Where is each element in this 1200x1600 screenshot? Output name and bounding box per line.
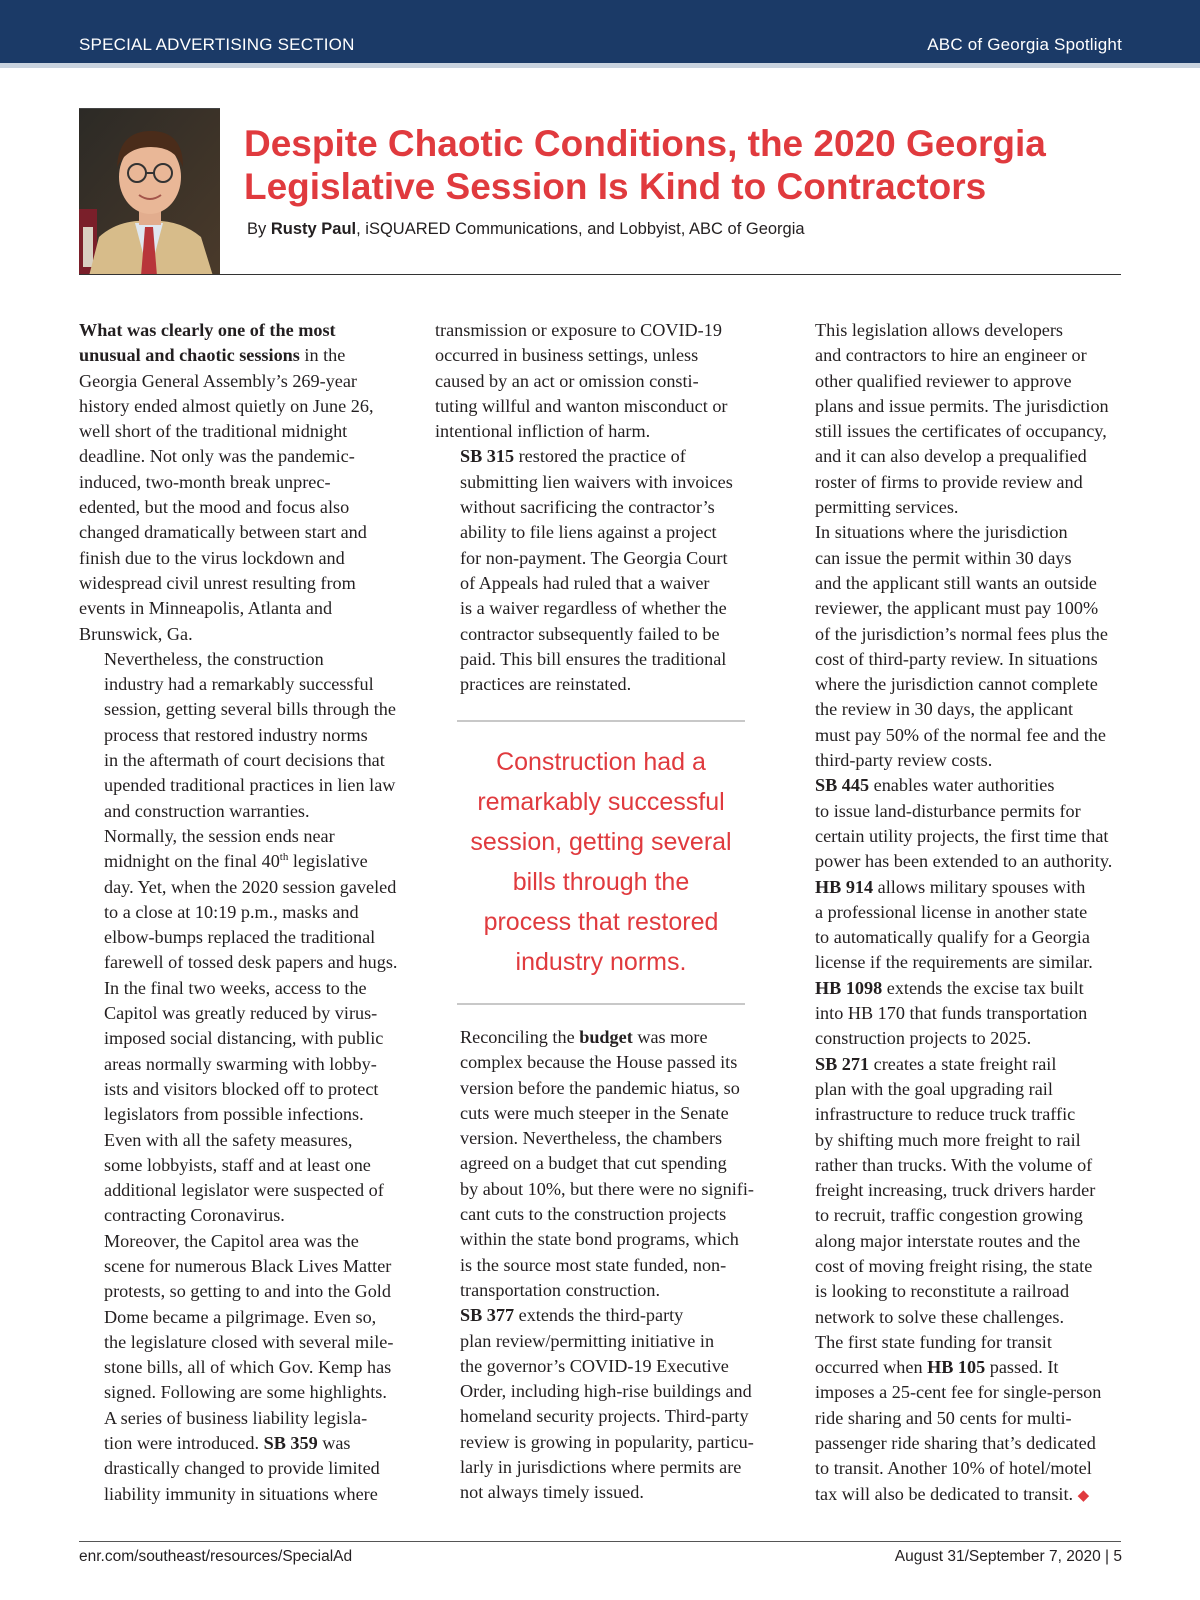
bill-number: HB 105 (927, 1357, 986, 1378)
text-line: and it can also develop a prequalified (815, 446, 1087, 467)
body-column-1 (79, 318, 409, 1507)
text-line: other qualified reviewer to approve (815, 370, 1072, 391)
text-run: was (317, 1433, 351, 1454)
text-line (79, 343, 409, 368)
pullquote-line: industry norms. (515, 948, 687, 976)
paragraph (79, 1406, 409, 1507)
text-line: a professional license in another state (815, 901, 1088, 922)
paragraph (435, 1303, 765, 1505)
text-line (435, 1303, 765, 1328)
ordinal-suffix: th (279, 851, 289, 864)
text-line: into HB 170 that funds transportation (815, 1003, 1088, 1024)
bill-number: SB 271 (815, 1053, 870, 1074)
bill-number: HB 914 (815, 876, 874, 897)
text-run: midnight on the final 40 (104, 851, 280, 872)
header-underline (0, 63, 1200, 68)
text-line: of the jurisdiction’s normal fees plus the (815, 623, 1108, 644)
pullquote-line: remarkably successful (477, 788, 725, 816)
bold-term: budget (579, 1027, 633, 1047)
paragraph (79, 976, 409, 1229)
text-line: In the final two weeks, access to the (104, 977, 367, 998)
text-line: submitting lien waivers with invoices (460, 471, 733, 492)
text-line: complex because the House passed its (460, 1052, 738, 1073)
text-line: The first state funding for transit (815, 1331, 1052, 1352)
lead-in-bold: What was clearly one of the most (79, 320, 336, 340)
text-line: plan with the goal upgrading rail (815, 1078, 1053, 1099)
text-line: without sacrificing the contractor’s (460, 497, 715, 518)
paragraph (435, 444, 765, 697)
text-line: protests, so getting to and into the Gold (104, 1281, 391, 1302)
text-line: changed dramatically between start and (79, 522, 367, 543)
text-run: extends the excise tax built (882, 977, 1084, 998)
text-line: passenger ride sharing that’s dedicated (815, 1433, 1096, 1454)
text-line: network to solve these challenges. (815, 1306, 1064, 1327)
text-line: power has been extended to an authority. (815, 851, 1113, 872)
text-line: additional legislator were suspected of (104, 1180, 384, 1201)
text-line: imposes a 25-cent fee for single-person (815, 1382, 1102, 1403)
text-line: widespread civil unrest resulting from (79, 572, 356, 593)
paragraph (79, 647, 409, 824)
body-column-3 (790, 318, 1120, 1509)
text-line: industry had a remarkably successful (104, 674, 374, 695)
pullquote-line: session, getting several (470, 828, 732, 856)
text-line: Moreover, the Capitol area was the (104, 1230, 359, 1251)
text-line: version before the pandemic hiatus, so (460, 1077, 740, 1098)
text-line: finish due to the virus lockdown and (79, 547, 345, 568)
spotlight-label: ABC of Georgia Spotlight (927, 35, 1122, 54)
text-line: Order, including high-rise buildings and (460, 1381, 752, 1402)
byline (247, 220, 805, 239)
text-line: contractor subsequently failed to be (460, 623, 720, 644)
text-line: A series of business liability legisla- (104, 1407, 368, 1428)
text-line: still issues the certificates of occupancy, (815, 421, 1107, 442)
author-name: Rusty Paul (270, 220, 357, 238)
text-line: This legislation allows developers (815, 320, 1064, 340)
text-line (79, 1431, 409, 1456)
body-column-2 (435, 318, 765, 697)
text-line: of Appeals had ruled that a waiver (460, 572, 710, 593)
text-line: cant cuts to the construction projects (460, 1204, 727, 1225)
text-line (790, 773, 1120, 798)
text-line: cost of moving freight rising, the state (815, 1255, 1093, 1276)
paragraph (435, 318, 765, 444)
text-line: by about 10%, but there were no signifi- (460, 1178, 754, 1199)
paragraph (790, 773, 1120, 874)
text-line: review is growing in popularity, particu- (460, 1431, 754, 1452)
text-line: Normally, the session ends near (104, 825, 335, 846)
text-line: freight increasing, truck drivers harder (815, 1180, 1096, 1201)
text-line: along major interstate routes and the (815, 1230, 1081, 1251)
text-line: In situations where the jurisdiction (815, 522, 1068, 543)
text-line: to recruit, traffic congestion growing (815, 1205, 1083, 1226)
text-line: construction projects to 2025. (815, 1028, 1032, 1049)
paragraph (790, 1052, 1120, 1330)
text-line: Even with all the safety measures, (104, 1129, 353, 1150)
text-line: Georgia General Assembly’s 269-year (79, 370, 357, 391)
text-run: occurred when (815, 1357, 928, 1378)
text-line: drastically changed to provide limited (104, 1458, 380, 1479)
section-header-bar (0, 0, 1200, 63)
footer-url: enr.com/southeast/resources/SpecialAd (79, 1548, 353, 1565)
text-line: to transit. Another 10% of hotel/motel (815, 1458, 1092, 1479)
paragraph (790, 875, 1120, 976)
text-line: plan review/permitting initiative in (460, 1330, 715, 1351)
text-line: ride sharing and 50 cents for multi- (815, 1407, 1072, 1428)
text-line: cost of third-party review. In situations (815, 648, 1098, 669)
text-line: signed. Following are some highlights. (104, 1382, 387, 1403)
footer-date-page: August 31/September 7, 2020 | 5 (894, 1548, 1122, 1565)
text-line: Nevertheless, the construction (104, 648, 324, 669)
text-line: practices are reinstated. (460, 674, 632, 695)
text-line: third-party review costs. (815, 750, 993, 771)
text-line: events in Minneapolis, Atlanta and (79, 598, 333, 619)
text-run: was more (632, 1027, 708, 1047)
byline-prefix: By (247, 220, 271, 238)
text-line: paid. This bill ensures the traditional (460, 648, 727, 669)
text-line: homeland security projects. Third-party (460, 1406, 749, 1427)
text-line: Dome became a pilgrimage. Even so, (104, 1306, 377, 1327)
text-line: agreed on a budget that cut spending (460, 1153, 727, 1174)
text-line: infrastructure to reduce truck traffic (815, 1104, 1076, 1125)
text-line: legislators from possible infections. (104, 1104, 364, 1125)
text-line: liability immunity in situations where (104, 1483, 378, 1504)
headline-divider (79, 274, 1121, 275)
text-line: day. Yet, when the 2020 session gaveled (104, 876, 397, 897)
text-line: Brunswick, Ga. (79, 623, 193, 644)
text-line: to automatically qualify for a Georgia (815, 927, 1090, 948)
text-line: scene for numerous Black Lives Matter (104, 1255, 392, 1276)
text-line: where the jurisdiction cannot complete (815, 674, 1098, 695)
text-line: history ended almost quietly on June 26, (79, 395, 374, 416)
text-line: transmission or exposure to COVID-19 (435, 320, 722, 340)
pullquote (440, 742, 762, 982)
bill-number: SB 445 (815, 775, 870, 796)
lead-in-bold: unusual and chaotic sessions (79, 345, 300, 366)
text-line: version. Nevertheless, the chambers (460, 1128, 723, 1149)
text-line: larly in jurisdictions where permits are (460, 1457, 742, 1478)
body-column-2-continued (435, 1025, 765, 1506)
paragraph (79, 318, 409, 647)
paragraph (435, 1025, 765, 1303)
text-line: stone bills, all of which Gov. Kemp has (104, 1357, 392, 1378)
text-line: the legislature closed with several mile- (104, 1331, 394, 1352)
text-line: deadline. Not only was the pandemic- (79, 446, 355, 467)
text-run: enables water authorities (869, 775, 1055, 796)
text-line (790, 1052, 1120, 1077)
paragraph (79, 1229, 409, 1406)
headline-line-2: Legislative Session Is Kind to Contractors (244, 166, 987, 207)
text-line: transportation construction. (460, 1279, 661, 1300)
end-of-article-diamond-icon: ◆ (1077, 1487, 1090, 1504)
text-line: can issue the permit within 30 days (815, 547, 1072, 568)
text-line: areas normally swarming with lobby- (104, 1053, 377, 1074)
text-line: not always timely issued. (460, 1482, 644, 1503)
text-line: occurred in business settings, unless (435, 345, 699, 366)
text-line: cuts were much steeper in the Senate (460, 1102, 729, 1123)
text-line: to issue land-disturbance permits for (815, 800, 1081, 821)
text-line: edented, but the mood and focus also (79, 497, 350, 518)
text-run: legislative (288, 851, 368, 872)
text-line (790, 875, 1120, 900)
text-line (790, 1355, 1120, 1380)
headline-line-1: Despite Chaotic Conditions, the 2020 Georgia (244, 123, 1046, 164)
text-run: allows military spouses with (873, 876, 1086, 897)
text-line: intentional infliction of harm. (435, 421, 651, 442)
text-line: the governor’s COVID-19 Executive (460, 1355, 729, 1376)
text-line: Capitol was greatly reduced by virus- (104, 1003, 378, 1024)
pullquote-line: Construction had a (496, 748, 706, 776)
pullquote-top-rule (457, 720, 745, 722)
text-line: in the aftermath of court decisions that (104, 750, 385, 771)
text-line: reviewer, the applicant must pay 100% (815, 598, 1099, 619)
text-line: elbow-bumps replaced the traditional (104, 927, 376, 948)
text-line: to a close at 10:19 p.m., masks and (104, 901, 359, 922)
pullquote-line: bills through the (512, 868, 690, 896)
text-line: ability to file liens against a project (460, 522, 717, 543)
text-line: by shifting much more freight to rail (815, 1129, 1081, 1150)
text-line: caused by an act or omission consti- (435, 370, 699, 391)
bill-number: HB 1098 (815, 977, 883, 998)
text-line: is the source most state funded, non- (460, 1254, 727, 1275)
text-line: roster of firms to provide review and (815, 471, 1083, 492)
text-line: and construction warranties. (104, 800, 310, 821)
text-line: is looking to reconstitute a railroad (815, 1281, 1070, 1302)
section-label: SPECIAL ADVERTISING SECTION (79, 35, 355, 54)
text-run: in the (299, 345, 346, 366)
bill-number: SB 359 (263, 1433, 318, 1454)
text-line: upended traditional practices in lien law (104, 775, 396, 796)
text-line: plans and issue permits. The jurisdiction (815, 395, 1109, 416)
paragraph (790, 1330, 1120, 1509)
text-line: well short of the traditional midnight (79, 421, 348, 442)
footer-divider (79, 1541, 1121, 1542)
text-line: process that restored industry norms (104, 724, 368, 745)
text-line: must pay 50% of the normal fee and the (815, 724, 1106, 745)
article-headline (244, 122, 1134, 208)
text-line: contracting Coronavirus. (104, 1205, 285, 1226)
text-line: ists and visitors blocked off to protect (104, 1078, 379, 1099)
text-line: is a waiver regardless of whether the (460, 598, 727, 619)
text-run: Reconciling the (460, 1027, 580, 1047)
text-line: and contractors to hire an engineer or (815, 345, 1087, 366)
text-line: farewell of tossed desk papers and hugs. (104, 952, 398, 973)
text-run: passed. It (985, 1357, 1059, 1378)
paragraph (790, 976, 1120, 1052)
paragraph (790, 318, 1120, 520)
text-line: for non-payment. The Georgia Court (460, 547, 728, 568)
text-line: and the applicant still wants an outside (815, 572, 1097, 593)
bill-number: SB 377 (460, 1305, 515, 1326)
text-line: imposed social distancing, with public (104, 1028, 384, 1049)
text-run: creates a state freight rail (869, 1053, 1057, 1074)
text-line: induced, two-month break unprec- (79, 471, 331, 492)
text-line: rather than trucks. With the volume of (815, 1154, 1093, 1175)
text-line: license if the requirements are similar. (815, 952, 1093, 973)
pullquote-bottom-rule (457, 1003, 745, 1005)
text-line (79, 849, 409, 874)
author-photo (79, 108, 220, 275)
text-run: restored the practice of (514, 446, 686, 467)
text-line: permitting services. (815, 497, 959, 518)
text-line: session, getting several bills through the (104, 699, 396, 720)
text-line: the review in 30 days, the applicant (815, 699, 1074, 720)
bill-number: SB 315 (460, 446, 515, 467)
text-run: tion were introduced. (104, 1433, 264, 1454)
text-line (790, 1482, 1120, 1509)
text-line: tuting willful and wanton misconduct or (435, 395, 728, 416)
text-line (435, 1025, 765, 1050)
paragraph (79, 824, 409, 976)
text-run: tax will also be dedicated to transit. (815, 1483, 1078, 1504)
text-line: certain utility projects, the first time that (815, 825, 1109, 846)
byline-affiliation: , iSQUARED Communications, and Lobbyist, ABC of Georgia (356, 220, 805, 238)
pullquote-line: process that restored (483, 908, 719, 936)
text-run: extends the third-party (514, 1305, 684, 1326)
text-line (435, 444, 765, 469)
text-line (790, 976, 1120, 1001)
text-line: within the state bond programs, which (460, 1229, 739, 1250)
paragraph (790, 520, 1120, 773)
text-line: some lobbyists, staff and at least one (104, 1154, 371, 1175)
